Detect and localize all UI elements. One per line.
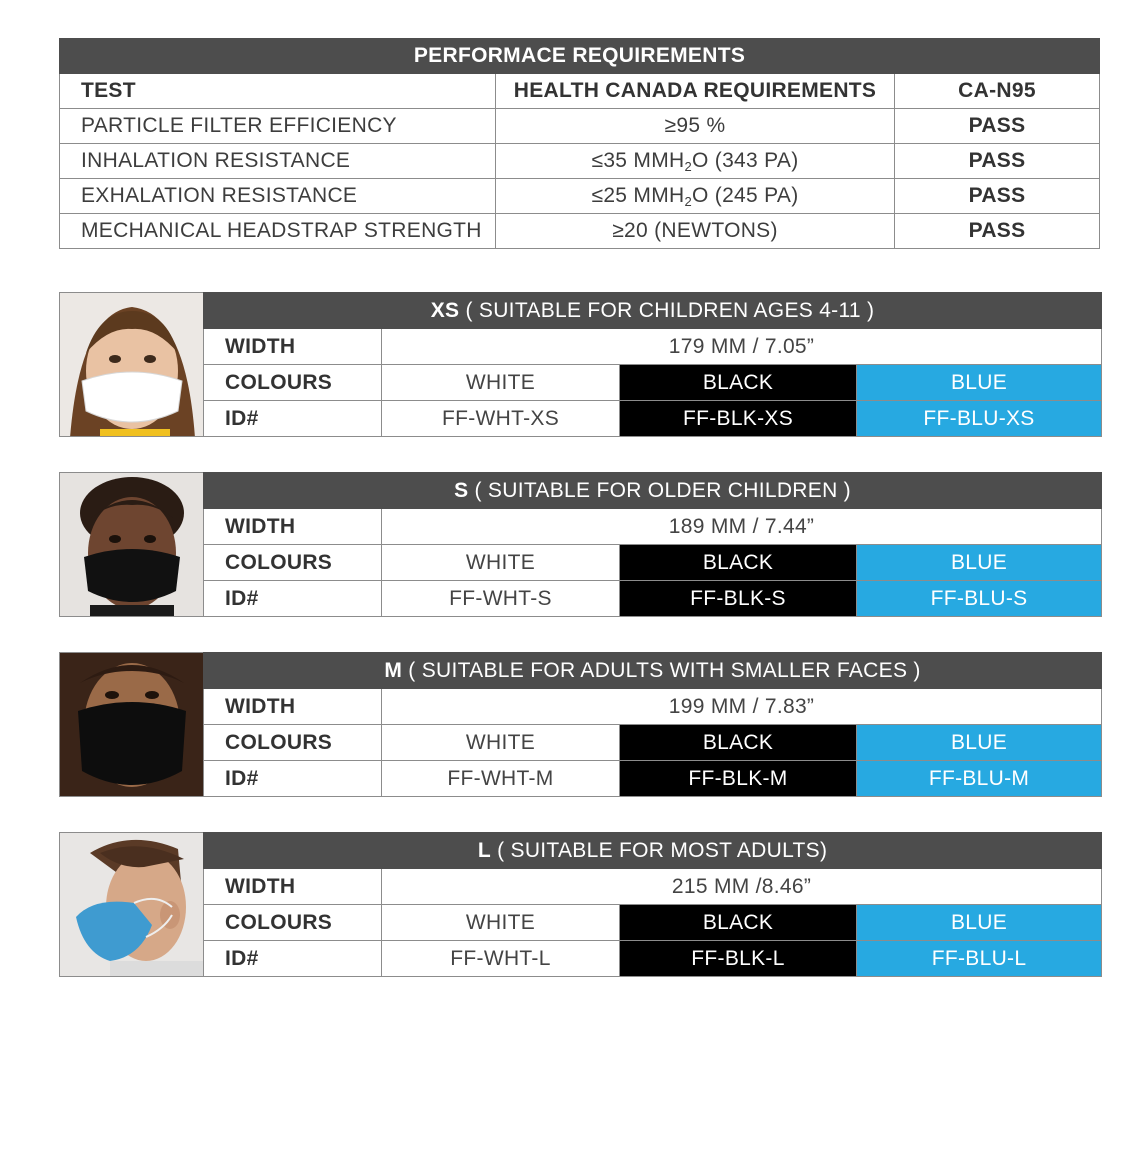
header-test: TEST (60, 74, 496, 109)
width-label: WIDTH (204, 869, 382, 905)
colour-blue: BLUE (857, 725, 1102, 761)
size-title: L ( SUITABLE FOR MOST ADULTS) (204, 833, 1102, 869)
width-label: WIDTH (204, 329, 382, 365)
colour-black: BLACK (620, 725, 857, 761)
id-black: FF-BLK-M (620, 761, 857, 797)
size-table-xs (203, 292, 1102, 437)
size-table-m (203, 652, 1102, 797)
id-blue: FF-BLU-M (857, 761, 1102, 797)
size-title: M ( SUITABLE FOR ADULTS WITH SMALLER FACES ) (204, 653, 1102, 689)
colour-white: WHITE (382, 905, 620, 941)
test-name: PARTICLE FILTER EFFICIENCY (60, 109, 496, 144)
requirement: ≤35 $MMH_2O$ (343 PA) (496, 144, 895, 179)
requirement: ≥20 (NEWTONS) (496, 214, 895, 249)
id-blue: FF-BLU-L (857, 941, 1102, 977)
colour-blue: BLUE (857, 365, 1102, 401)
id-label: ID# (204, 761, 382, 797)
performance-table (59, 38, 1100, 249)
id-white: FF-WHT-L (382, 941, 620, 977)
result: PASS (895, 144, 1100, 179)
width-value: 215 MM /8.46” (382, 869, 1102, 905)
requirement: ≥95 % (496, 109, 895, 144)
child-black-mask-photo (59, 472, 204, 617)
result: PASS (895, 109, 1100, 144)
colours-label: COLOURS (204, 545, 382, 581)
size-title: S ( SUITABLE FOR OLDER CHILDREN ) (204, 473, 1102, 509)
width-value: 179 MM / 7.05” (382, 329, 1102, 365)
colour-white: WHITE (382, 365, 620, 401)
width-value: 189 MM / 7.44” (382, 509, 1102, 545)
width-label: WIDTH (204, 509, 382, 545)
id-label: ID# (204, 941, 382, 977)
header-ca-n95: CA-N95 (895, 74, 1100, 109)
header-health-canada: HEALTH CANADA REQUIREMENTS (496, 74, 895, 109)
colour-white: WHITE (382, 725, 620, 761)
colour-black: BLACK (620, 545, 857, 581)
id-blue: FF-BLU-XS (857, 401, 1102, 437)
colour-blue: BLUE (857, 545, 1102, 581)
table-row (60, 109, 1100, 144)
test-name: MECHANICAL HEADSTRAP STRENGTH (60, 214, 496, 249)
id-white: FF-WHT-M (382, 761, 620, 797)
child-white-mask-photo (59, 292, 204, 437)
result: PASS (895, 179, 1100, 214)
size-table-l (203, 832, 1102, 977)
colour-white: WHITE (382, 545, 620, 581)
id-label: ID# (204, 581, 382, 617)
woman-black-mask-photo (59, 652, 204, 797)
result: PASS (895, 214, 1100, 249)
size-table-s (203, 472, 1102, 617)
id-white: FF-WHT-S (382, 581, 620, 617)
id-black: FF-BLK-XS (620, 401, 857, 437)
performance-title: PERFORMACE REQUIREMENTS (60, 39, 1100, 74)
table-row (60, 179, 1100, 214)
requirement: ≤25 $MMH_2O$ (245 PA) (496, 179, 895, 214)
test-name: EXHALATION RESISTANCE (60, 179, 496, 214)
test-name: INHALATION RESISTANCE (60, 144, 496, 179)
size-title: XS ( SUITABLE FOR CHILDREN AGES 4-11 ) (204, 293, 1102, 329)
size-block-xs (59, 292, 1101, 437)
colours-label: COLOURS (204, 365, 382, 401)
size-block-s (59, 472, 1101, 617)
id-blue: FF-BLU-S (857, 581, 1102, 617)
colour-black: BLACK (620, 365, 857, 401)
id-black: FF-BLK-L (620, 941, 857, 977)
colours-label: COLOURS (204, 905, 382, 941)
size-block-l (59, 832, 1101, 977)
id-label: ID# (204, 401, 382, 437)
table-row (60, 144, 1100, 179)
colour-black: BLACK (620, 905, 857, 941)
colours-label: COLOURS (204, 725, 382, 761)
width-value: 199 MM / 7.83” (382, 689, 1102, 725)
width-label: WIDTH (204, 689, 382, 725)
size-block-m (59, 652, 1101, 797)
table-row (60, 214, 1100, 249)
id-white: FF-WHT-XS (382, 401, 620, 437)
colour-blue: BLUE (857, 905, 1102, 941)
man-blue-mask-photo (59, 832, 204, 977)
id-black: FF-BLK-S (620, 581, 857, 617)
